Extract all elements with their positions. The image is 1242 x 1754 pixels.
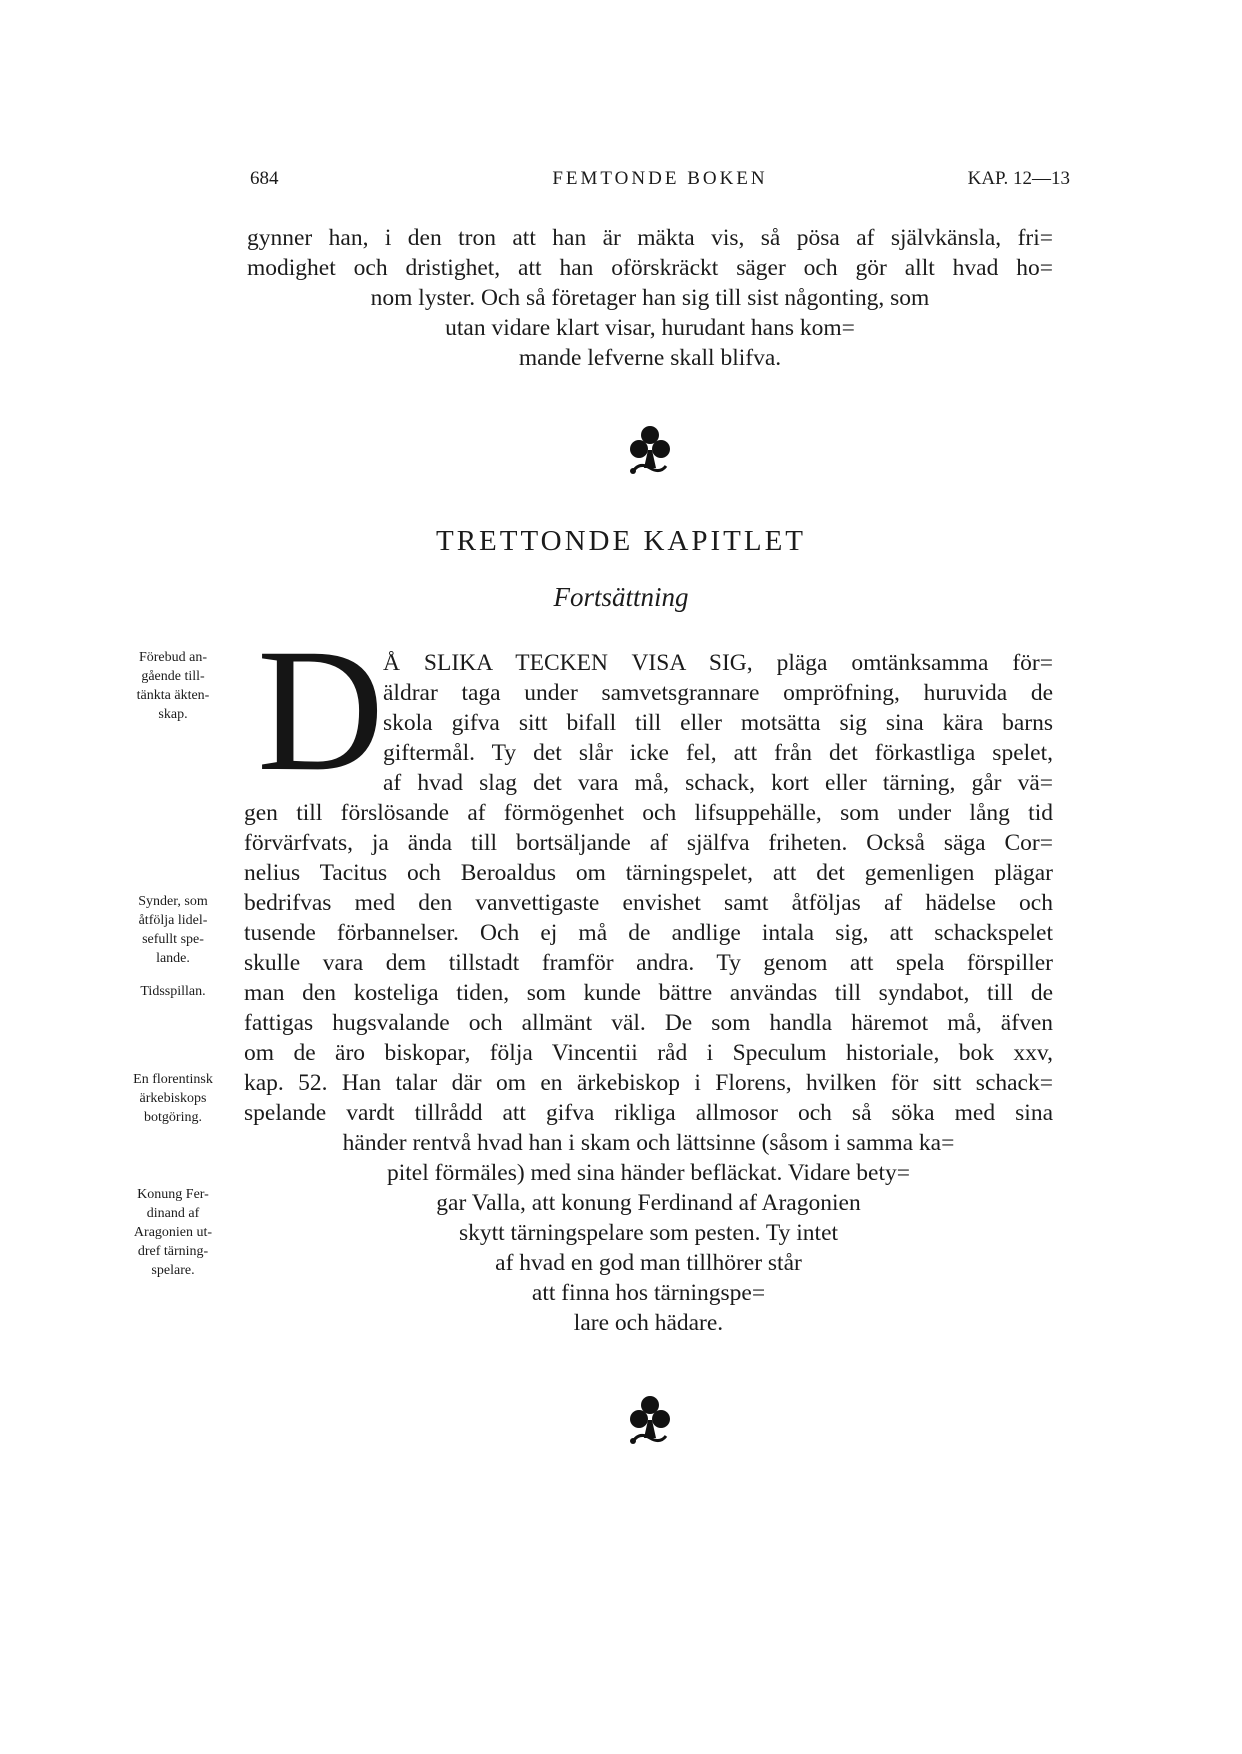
body-line: nelius Tacitus och Beroaldus om tärningspelet, att det gemenligen plägar: [244, 860, 1053, 886]
chapter-subtitle: Fortsättning: [553, 582, 689, 612]
body-line: äldrar taga under samvetsgrannare ompröfning, huruvida de: [383, 680, 1053, 706]
drop-cap: D: [257, 613, 385, 808]
body-line: lare och hädare.: [573, 1310, 724, 1336]
intro-line: gynner han, i den tron att han är mäkta vis, så pösa af självkänsla, fri=: [247, 225, 1053, 251]
margin-note: [112, 648, 234, 724]
margin-note-line: Förebud an-: [138, 650, 208, 665]
page-number: 684: [250, 168, 279, 189]
margin-note-line: Aragonien ut-: [133, 1225, 213, 1240]
margin-note-line: spelare.: [151, 1263, 195, 1278]
body-line: bedrifvas med den vanvettigaste envishet samt åtföljas af hädelse och: [244, 890, 1053, 916]
margin-note: [112, 1070, 234, 1127]
margin-note-line: botgöring.: [144, 1110, 202, 1125]
margin-note-line: sefullt spe-: [142, 932, 204, 947]
margin-note-line: dinand af: [146, 1206, 200, 1221]
body-line: skytt tärningspelare som pesten. Ty intet: [458, 1220, 839, 1246]
margin-note-line: Tidsspillan.: [140, 984, 206, 999]
margin-note: [112, 892, 234, 968]
body-line: skulle vara dem tillstadt framför andra. Ty genom att spela förspiller: [244, 950, 1053, 976]
margin-note-line: skap.: [158, 707, 188, 722]
body-line: giftermål. Ty det slår icke fel, att från det förkastliga spelet,: [383, 740, 1053, 766]
body-line: pitel förmäles) med sina händer befläckat. Vidare bety=: [387, 1160, 910, 1186]
margin-note-line: dref tärning-: [137, 1244, 209, 1259]
body-line: att finna hos tärningspe=: [531, 1280, 766, 1306]
margin-note: [112, 982, 234, 1001]
body-line: fattigas hugsvalande och allmänt väl. De som handla häremot må, äfven: [244, 1010, 1053, 1036]
margin-note-line: tänkta äkten-: [136, 688, 210, 703]
body-line: kap. 52. Han talar där om en ärkebiskop i Florens, hvilken för sitt schack=: [244, 1070, 1053, 1096]
chapter-reference: KAP. 12—13: [967, 168, 1070, 189]
running-head: [250, 168, 1070, 198]
body-line: skola gifva sitt bifall till eller motsätta sig sina kära barns: [383, 710, 1053, 736]
margin-note-line: Synder, som: [138, 894, 208, 909]
body-line: spelande vardt tillrådd att gifva rikliga allmosor och så söka med sina: [244, 1100, 1053, 1126]
body-line: Å SLIKA TECKEN VISA SIG, pläga omtänksamma för=: [383, 650, 1053, 676]
margin-note-line: En florentinsk: [133, 1072, 213, 1087]
body-line: af hvad slag det vara må, schack, kort eller tärning, går vä=: [383, 770, 1053, 796]
margin-note-line: Konung Fer-: [137, 1187, 209, 1202]
club-ornament-icon: [620, 420, 680, 480]
body-line: förvärfvats, ja ända till bortsäljande af själfva friheten. Också säga Cor=: [244, 830, 1053, 856]
margin-note-line: ärkebiskops: [139, 1091, 207, 1106]
body-line: händer rentvå hvad han i skam och lättsinne (såsom i samma ka=: [342, 1130, 955, 1156]
intro-line: nom lyster. Och så företager han sig till sist någonting, som: [370, 285, 930, 311]
chapter-title: TRETTONDE KAPITLET: [436, 525, 806, 557]
body-line: gar Valla, att konung Ferdinand af Aragonien: [436, 1190, 861, 1216]
club-ornament-icon: [620, 1390, 680, 1450]
body-line: gen till förslösande af förmögenhet och lifsuppehälle, som under lång tid: [244, 800, 1053, 826]
margin-note-line: åtfölja lidel-: [138, 913, 208, 928]
book-title: FEMTONDE BOKEN: [552, 168, 768, 189]
body-line: man den kosteliga tiden, som kunde bättre användas till syndabot, till de: [244, 980, 1053, 1006]
intro-line: mande lefverne skall blifva.: [518, 345, 782, 371]
body-line: af hvad en god man tillhörer står: [495, 1250, 802, 1276]
margin-note-line: gående till-: [141, 669, 205, 684]
margin-note: [112, 1185, 234, 1280]
body-line: tusende förbannelser. Och ej må de andlige intala sig, att schackspelet: [244, 920, 1053, 946]
intro-line: modighet och dristighet, att han oförskräckt säger och gör allt hvad ho=: [247, 255, 1053, 281]
intro-line: utan vidare klart visar, hurudant hans kom=: [445, 315, 855, 341]
margin-note-line: lande.: [156, 951, 190, 966]
body-line: om de äro biskopar, följa Vincentii råd i Speculum historiale, bok xxv,: [244, 1040, 1053, 1066]
